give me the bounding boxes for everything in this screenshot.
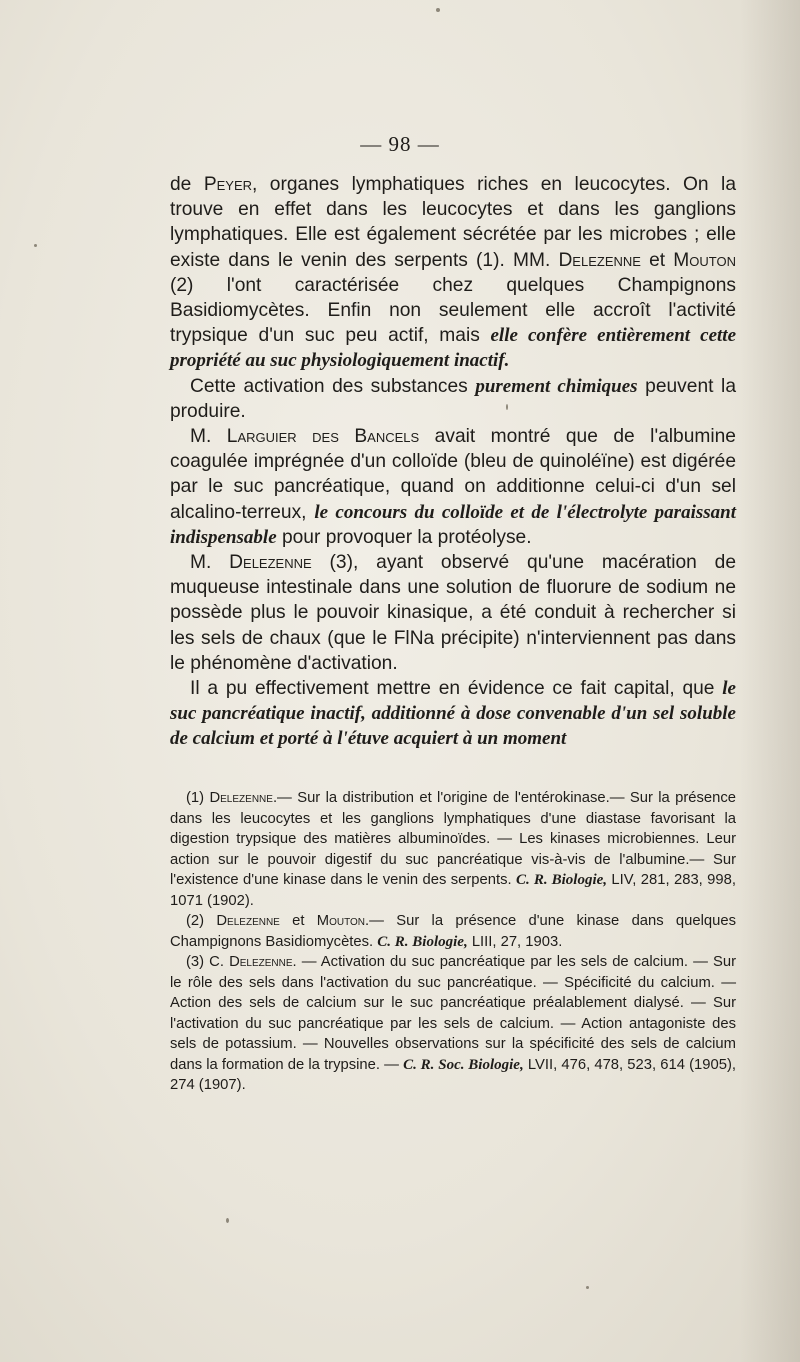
paragraph <box>170 172 736 374</box>
paper-speck <box>226 1218 229 1223</box>
paper-speck <box>506 404 508 410</box>
author-name: Delezenne <box>558 249 641 271</box>
footnote <box>170 952 736 1096</box>
text-run: et <box>640 249 674 271</box>
author-name: Delezenne <box>229 552 312 574</box>
italic-text: C. R. Biologie, <box>516 872 608 888</box>
text-run: , organes lymphatiques riches en leucocytes. On la trouve en effet dans les leucocytes et dans les ganglions lymphatiques. Elle est également sécrétée par les microbes ; elle existe dans le venin des serpents (1). MM. <box>170 174 736 271</box>
paragraph <box>170 550 736 676</box>
page-number: — 98 — <box>360 132 440 156</box>
italic-text: C. R. Soc. Biologie, <box>403 1056 524 1073</box>
footnote <box>170 788 736 911</box>
footnotes <box>170 788 736 1096</box>
text-run: Cette activation des substances <box>190 375 476 397</box>
text-run: . — Activation du suc pancréatique par les sels de calcium. — Sur le rôle des sels dans l'activation du suc pancréatique. — Spécificité du calcium. — Action des sels de calcium sur le suc pancréatique préalablement dialysé. — Sur l'activation du suc pancréatique par les sels de calcium. — Action antagoniste des sels de potassium. — Nouvelles observations sur la spécificité des sels de calcium dans la formation de la trypsine. — <box>170 954 736 1073</box>
paragraph <box>170 676 736 752</box>
text-run: de <box>170 174 204 195</box>
text-run: LIV, 281, 283, 998, 1071 (1902). <box>170 872 736 909</box>
text-run: peuvent la produire. <box>170 375 736 422</box>
text-run: (2) l'ont caractérisée chez quelques Champignons Basidiomycètes. Enfin non seulement elle accroît l'activité trypsique d'un suc peu actif, mais <box>170 274 736 347</box>
text-run: .— Sur la présence d'une kinase dans quelques Champignons Basidiomycètes. <box>170 913 736 950</box>
paragraph <box>170 424 736 550</box>
main-text <box>170 172 736 752</box>
text-run: (3), ayant observé qu'une macération de muqueuse intestinale dans une solution de fluorure de sodium ne possède plus le pouvoir kinasique, a été conduit à rechercher si les sels de chaux (que le FlNa précipite) n'interviennent pas dans le phénomène d'activation. <box>170 552 736 674</box>
text-run: M. <box>190 552 230 574</box>
text-run: .— Sur la distribution et l'origine de l'entérokinase.— Sur la présence dans les leucocytes et les ganglions lymphatiques d'une diastase favorisant la digestion trypsique des matières albuminoïdes. — Les kinases microbiennes. Leur action sur le pouvoir digestif du suc pancréatique vis-à-vis de l'albumine.— Sur l'existence d'une kinase dans le venin des serpents. <box>170 790 736 888</box>
author-name: Delezenne <box>209 790 273 806</box>
text-run: (1) <box>186 790 210 806</box>
author-name: Mouton <box>673 249 736 271</box>
text-run: M. <box>190 426 227 448</box>
italic-text: purement chimiques <box>475 375 638 397</box>
page-edge-shadow <box>740 0 800 1362</box>
paper-speck <box>436 8 440 12</box>
text-run: avait montré que de l'albumine coagulée imprégnée d'un colloïde (bleu de quinoléïne) est digérée par le suc pancréatique, quand on additionne celui-ci d'un sel alcalino-terreux, <box>170 426 736 523</box>
text-run: pour provoquer la protéolyse. <box>276 526 532 548</box>
text-run: LVII, 476, 478, 523, 614 (1905), 274 (1907). <box>170 1056 736 1093</box>
text-run: (3) C. <box>186 954 230 970</box>
author-name: Larguier des Bancels <box>226 426 420 448</box>
text-run: et <box>279 913 317 929</box>
author-name: Delezenne <box>229 954 293 970</box>
footnote <box>170 911 736 952</box>
italic-text: C. R. Biologie, <box>377 933 468 950</box>
text-run: Il a pu effectivement mettre en évidence ce fait capital, que <box>190 678 723 700</box>
text-run: LIII, 27, 1903. <box>467 933 563 950</box>
paper-speck <box>586 1286 589 1289</box>
paragraph <box>170 374 736 424</box>
italic-text: le suc pancréatique inactif, additionné à dose convenable d'un sel soluble de calcium et porté à l'étuve acquiert à un moment <box>170 678 736 750</box>
paper-speck <box>34 244 37 247</box>
text-run: (2) <box>186 913 217 929</box>
italic-text: elle confère entièrement cette propriété au suc physiologiquement inactif. <box>170 325 737 372</box>
author-name: Peyer <box>203 174 253 195</box>
author-name: Delezenne <box>216 913 280 929</box>
italic-text: le concours du colloïde et de l'électrolyte paraissant indispensable <box>170 501 736 548</box>
author-name: Mouton <box>316 913 366 929</box>
